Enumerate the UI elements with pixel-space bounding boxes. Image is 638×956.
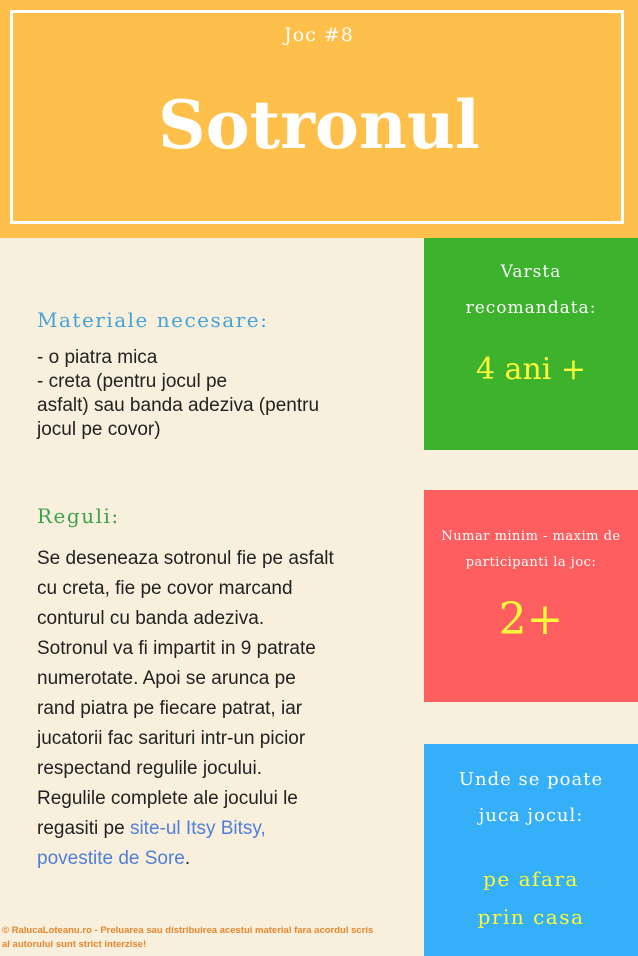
age-value: 4 ani +	[475, 352, 587, 387]
players-panel	[424, 490, 638, 702]
age-label-line: Varsta	[500, 262, 562, 282]
rules-line: conturul cu banda adeziva.	[37, 608, 265, 629]
copyright-line: © RalucaLoteanu.ro - Preluarea sau distribuirea acestui material fara acordul scris	[2, 925, 374, 936]
materials-line: asfalt) sau banda adeziva (pentru	[37, 395, 320, 416]
materials-line: - creta (pentru jocul pe	[37, 371, 228, 392]
rules-line: rand piatra pe fiecare patrat, iar	[37, 698, 303, 719]
rules-line: Regulile complete ale jocului le	[37, 788, 298, 809]
materials-line: - o piatra mica	[37, 347, 158, 368]
age-label	[424, 254, 638, 326]
rules-line: Sotronul va fi impartit in 9 patrate	[37, 638, 316, 659]
rules-line: jucatorii fac sarituri intr-un picior	[37, 728, 306, 749]
place-panel	[424, 744, 638, 956]
rules-line: numerotate. Apoi se arunca pe	[37, 668, 296, 689]
place-label	[424, 762, 638, 834]
age-panel	[424, 238, 638, 450]
game-number: Joc #8	[284, 24, 354, 46]
materials-text	[37, 346, 387, 442]
players-label-line: participanti la joc:	[465, 555, 597, 570]
rules-text	[37, 544, 407, 874]
place-label-line: Unde se poate	[458, 769, 604, 790]
rules-link-suffix: .	[184, 848, 191, 869]
rules-heading: Reguli:	[37, 504, 120, 528]
place-label-line: juca jocul:	[478, 805, 584, 826]
materials-line: jocul pe covor)	[37, 419, 161, 440]
place-value-line: prin casa	[477, 905, 585, 929]
itsy-bitsy-link[interactable]: site-ul Itsy Bitsy,	[129, 818, 266, 839]
players-label	[424, 524, 638, 576]
copyright-line: al autorului sunt strict interzise!	[2, 939, 147, 950]
age-label-line: recomandata:	[465, 298, 597, 318]
rules-line: cu creta, fie pe covor marcand	[37, 578, 293, 599]
rules-line: Se deseneaza sotronul fie pe asfalt	[37, 548, 334, 569]
sore-link[interactable]: povestite de Sore	[37, 848, 185, 869]
rules-line: respectand regulile jocului.	[37, 758, 262, 779]
rules-link-prefix: regasiti pe	[37, 818, 130, 839]
header-banner	[0, 0, 638, 238]
players-value: 2+	[498, 594, 564, 645]
players-label-line: Numar minim - maxim de	[441, 529, 621, 544]
rules-link-line-2	[37, 844, 407, 874]
rules-link-line	[37, 814, 407, 844]
place-value	[424, 860, 638, 936]
place-value-line: pe afara	[483, 867, 579, 891]
materials-heading: Materiale necesare:	[37, 308, 269, 332]
copyright-footer	[2, 924, 422, 952]
page-title: Sotronul	[157, 86, 480, 164]
